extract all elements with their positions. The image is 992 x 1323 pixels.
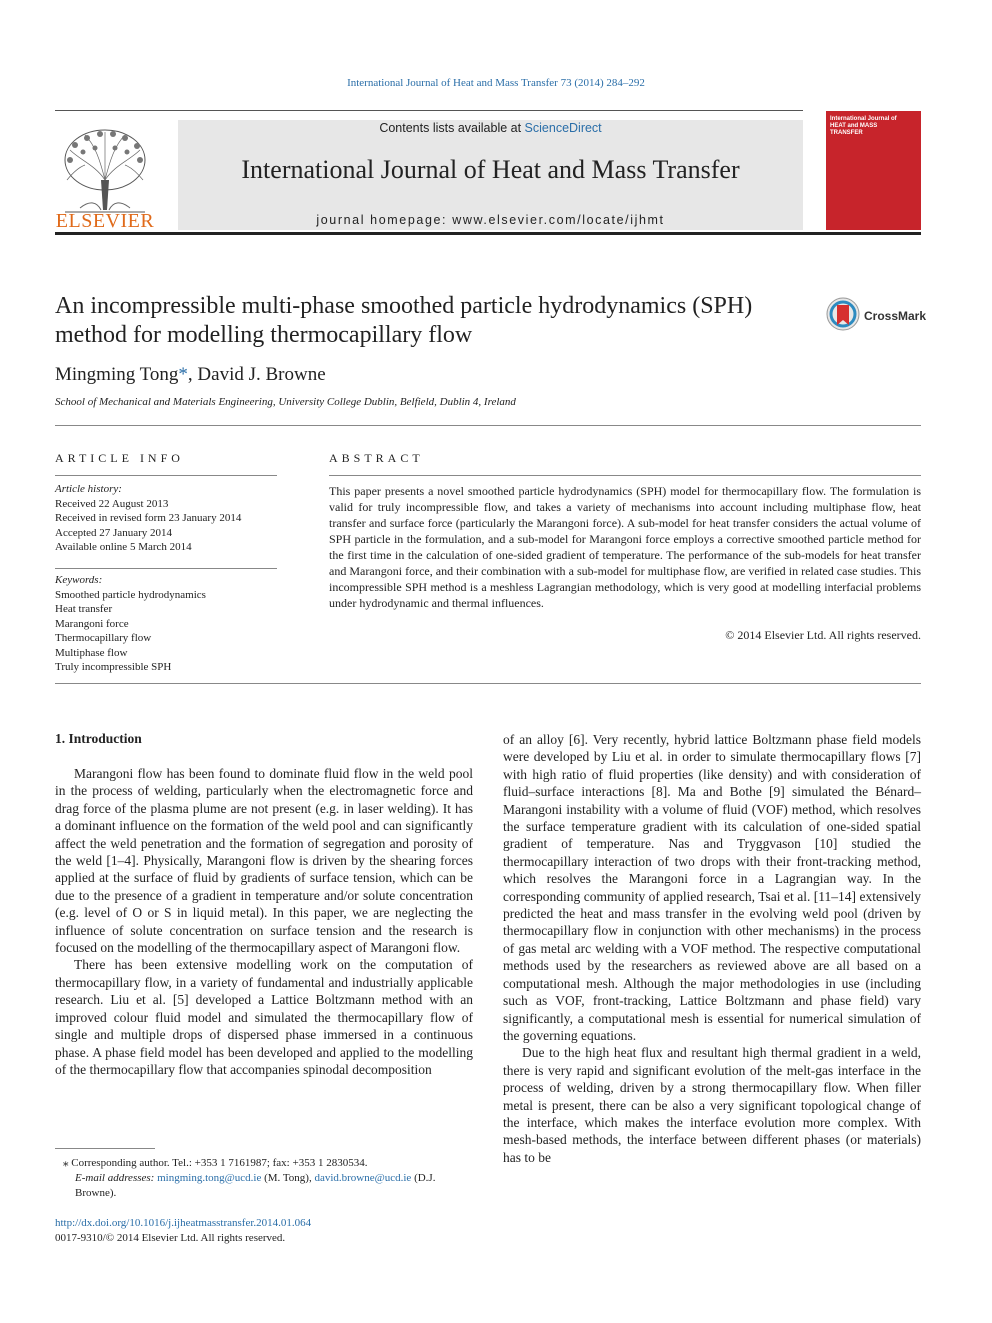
journal-citation[interactable]: International Journal of Heat and Mass Transfer 73 (2014) 284–292 — [347, 77, 645, 89]
header-top-rule — [55, 110, 803, 111]
article-info-rule — [55, 475, 277, 476]
right-column — [503, 731, 921, 1166]
email-label: E-mail addresses: — [75, 1172, 158, 1184]
doi-link[interactable]: http://dx.doi.org/10.1016/j.ijheatmasstransfer.2014.01.064 — [55, 1217, 312, 1229]
keyword: Heat transfer — [55, 603, 113, 615]
history-item: Received 22 August 2013 — [55, 497, 169, 510]
article-info-heading: ARTICLE INFO — [55, 451, 184, 465]
left-column — [55, 765, 473, 1078]
author-name: Mingming Tong — [55, 364, 179, 385]
crossmark-icon[interactable] — [826, 297, 860, 331]
author-list — [55, 364, 326, 386]
author-separator: , — [187, 364, 198, 385]
email-link[interactable]: mingming.tong@ucd.ie — [157, 1172, 262, 1184]
keywords — [55, 573, 277, 675]
footnote-rule — [55, 1148, 155, 1149]
history-item: Received in revised form 23 January 2014 — [55, 512, 242, 524]
paragraph: Marangoni flow has been found to dominate fluid flow in the weld pool in the process of welding, particularly when the electromagnetic force and drag force of the plasma plume are not present (e.g. in laser welding). It has a dominant influence on the formation of the weld pool and can significantly affect the weld penetration and the formation of segregation and porosity of the weld [1–4]. Physically, Marangoni flow is driven by the shearing forces applied at the surface of fluid by gradients of surface tension, which can be due to the presence of a gradient in temperature and/or solute concentration (e.g. level of O or S in liquid metal). In this paper, we are neglecting the influence of solute concentration on surface tension and the research is focused on the modelling of the thermocapillary aspect of Marangoni flow. — [55, 766, 473, 956]
email-owner: (M. Tong), — [261, 1172, 315, 1184]
abstract-copyright: © 2014 Elsevier Ltd. All rights reserved. — [725, 628, 921, 642]
paragraph: There has been extensive modelling work on the computation of thermocapillary flow, in a variety of fundamental and industrially applicable research. Liu et al. [5] developed a Lattice Boltzmann method with an improved colour fluid model and simulated the thermocapillary flow of single and multiple drops of dispersed phase immersed in a continuous phase. A phase field model has been developed and applied to the modelling of the thermocapillary flow that accompanies spinodal decomposition — [55, 957, 473, 1077]
journal-homepage[interactable]: journal homepage: www.elsevier.com/locate/ijhmt — [316, 213, 665, 227]
section-heading: 1. Introduction — [55, 731, 142, 746]
email-owner: (D.J. Browne). — [75, 1172, 436, 1199]
article-history — [55, 482, 277, 555]
corresponding-author-mark[interactable]: * — [178, 364, 188, 385]
paragraph: Due to the high heat flux and resultant high thermal gradient in a weld, there is very rapid and significant evolution of the melt-gas interface in the process of welding, driven by a strong thermocapillary flow. When filler metal is present, there can be also a very significant topological change of the interface, which makes the interface evolution more complex. With mesh-based methods, the interface between different phases (or materials) has to be — [503, 1045, 921, 1165]
email-link[interactable]: david.browne@ucd.ie — [314, 1172, 412, 1184]
publisher-logo-text: ELSEVIER — [55, 210, 155, 232]
keyword: Thermocapillary flow — [55, 632, 152, 644]
crossmark-label[interactable]: CrossMark — [864, 309, 927, 323]
issn-line: 0017-9310/© 2014 Elsevier Ltd. All rights reserved. — [55, 1232, 286, 1244]
journal-cover-text: International Journal of HEAT and MASS TRANSFER — [830, 116, 897, 136]
abstract-heading: ABSTRACT — [329, 451, 424, 465]
publication-info — [55, 1216, 473, 1246]
front-matter-rule — [55, 683, 921, 684]
keywords-rule — [55, 568, 277, 569]
title-block-rule — [55, 425, 921, 426]
keyword: Multiphase flow — [55, 646, 128, 659]
footnotes — [55, 1156, 473, 1201]
contents-prefix: Contents lists available at — [379, 121, 525, 135]
sciencedirect-link[interactable]: ScienceDirect — [524, 121, 602, 135]
abstract-rule — [329, 475, 921, 476]
article-title: An incompressible multi-phase smoothed particle hydrodynamics (SPH) method for modelling thermocapillary flow — [55, 293, 753, 348]
email-note — [55, 1171, 473, 1201]
contents-line — [178, 121, 803, 135]
history-label: Article history: — [55, 483, 122, 495]
affiliation: School of Mechanical and Materials Engineering, University College Dublin, Belfield, Dublin 4, Ireland — [55, 396, 516, 408]
corresponding-author-note: ⁎ Corresponding author. Tel.: +353 1 7161987; fax: +353 1 2830534. — [63, 1157, 368, 1169]
keyword: Marangoni force — [55, 617, 129, 630]
journal-title: International Journal of Heat and Mass Transfer — [241, 155, 740, 184]
keywords-label: Keywords: — [55, 574, 103, 586]
history-item: Accepted 27 January 2014 — [55, 526, 172, 539]
abstract-text: This paper presents a novel smoothed particle hydrodynamics (SPH) model for thermocapillary flow. The formulation is valid for truly incompressible flow, and takes a variety of mechanisms into account including multiphase flow, heat transfer and surface force (particularly the Marangoni force). A sub-model for heat transfer considers the actual volume of SPH particle in the formulation, and a sub-model for Marangoni force employs a corrective smoothed particle method for the first time in the calculation of one-sided gradient of temperature. The performance of the sub-models for heat transfer and Marangoni force, and their combination with a sub-model for multiphase flow, are verified in related case studies. This incompressible SPH method is a meshless Lagrangian methodology, which is very good at modelling interfacial problems under hydrodynamic and thermal influences. — [329, 484, 921, 610]
paragraph: of an alloy [6]. Very recently, hybrid lattice Boltzmann phase field models were developed by Liu et al. in order to simulate thermocapillary flows [7] with high ratio of fluid properties (like density) and with consideration of fluid–surface interactions [8]. Ma and Bothe [9] simulated the Bénard–Marangoni instability with a volume of fluid (VOF) method, which resolves the surface temperature gradient with its calculation of one-sided spatial gradient of temperature. Nas and Tryggvason [10] studied the thermocapillary interaction of two drops with their front-tracking method, which resolves the Marangoni force in a Lagrangian way. In the corresponding community of applied research, Tsai et al. [11–14] extensively predicted the heat and mass transfer in the evolving weld pool (driven by thermocapillary flow in conjunction with other mechanisms) in the process of gas metal arc welding with a VOF method. The respective computational methods used by the researchers as reviewed above are all based on a computational mesh. Although the major methodologies in use (including such as VOF, front-tracking, Lattice Boltzmann and phase field) vary significantly, a computational mesh is essential for numerical simulation of the governing equations. — [503, 732, 921, 1043]
keyword: Truly incompressible SPH — [55, 661, 172, 673]
author-name: David J. Browne — [197, 364, 326, 385]
header-bottom-rule — [55, 232, 921, 235]
keyword: Smoothed particle hydrodynamics — [55, 588, 206, 601]
history-item: Available online 5 March 2014 — [55, 541, 192, 553]
